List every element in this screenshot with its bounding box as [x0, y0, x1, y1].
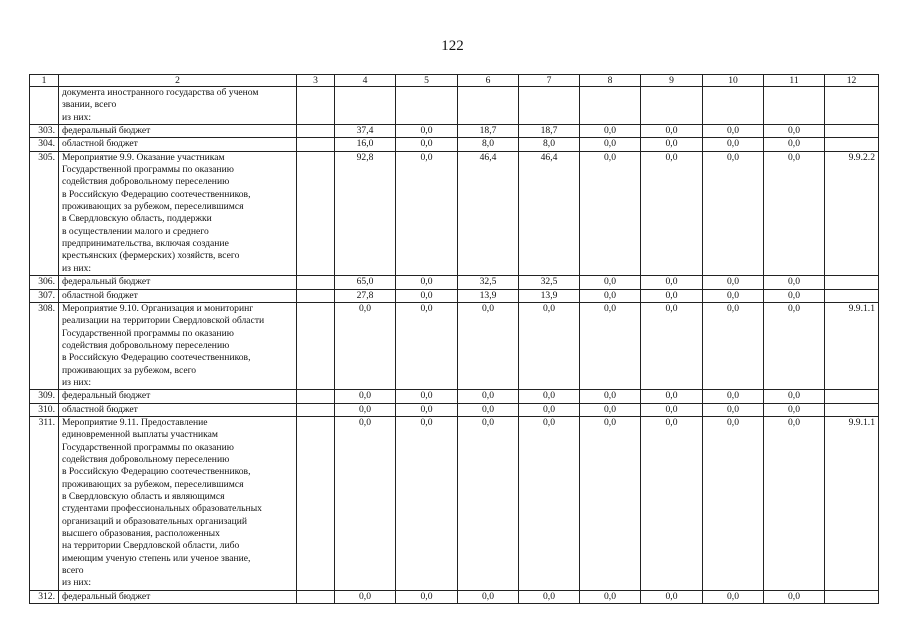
value-cell: 0,0 — [764, 390, 825, 403]
value-cell: 0,0 — [703, 302, 764, 389]
value-cell: 0,0 — [703, 403, 764, 416]
value-cell: 0,0 — [396, 403, 458, 416]
table-row — [30, 403, 879, 416]
column-3-cell — [297, 289, 335, 302]
value-cell: 18,7 — [519, 125, 580, 138]
value-cell: 13,9 — [519, 289, 580, 302]
target-code — [825, 289, 879, 302]
value-cell — [458, 87, 519, 125]
value-cell: 37,4 — [335, 125, 396, 138]
column-3-cell — [297, 151, 335, 275]
header-cell: 8 — [580, 75, 641, 87]
row-name — [59, 403, 297, 416]
row-name-line: в Российскую Федерацию соотечественников, — [62, 188, 251, 200]
row-number: 304. — [30, 138, 59, 151]
row-name-line: федеральный бюджет — [62, 390, 151, 402]
value-cell: 0,0 — [335, 390, 396, 403]
table-row — [30, 302, 879, 389]
row-name-line: в Российскую Федерацию соотечественников, — [62, 466, 251, 478]
row-name-line: единовременной выплаты участникам — [62, 429, 218, 441]
value-cell — [396, 87, 458, 125]
value-cell: 0,0 — [519, 590, 580, 603]
row-name-line: предпринимательства, включая создание — [62, 238, 229, 250]
row-name-line: Мероприятие 9.11. Предоставление — [62, 416, 208, 428]
value-cell: 0,0 — [519, 390, 580, 403]
value-cell: 0,0 — [641, 289, 703, 302]
row-name — [59, 390, 297, 403]
value-cell: 0,0 — [764, 302, 825, 389]
row-name-line: областной бюджет — [62, 289, 138, 301]
target-code: 9.9.2.2 — [825, 151, 879, 275]
value-cell: 0,0 — [335, 403, 396, 416]
value-cell: 0,0 — [396, 276, 458, 289]
table-row — [30, 276, 879, 289]
table-row — [30, 590, 879, 603]
value-cell: 0,0 — [519, 302, 580, 389]
value-cell: 0,0 — [580, 151, 641, 275]
row-name-line: содействия добровольному переселению — [62, 453, 230, 465]
row-name-line: Государственной программы по оказанию — [62, 441, 234, 453]
value-cell — [580, 87, 641, 125]
row-name — [59, 87, 297, 125]
row-name-line: имеющим ученую степень или ученое звание, — [62, 552, 251, 564]
row-name-line: областной бюджет — [62, 138, 138, 150]
row-name-line: Мероприятие 9.10. Организация и мониторинг — [62, 302, 254, 314]
row-name — [59, 125, 297, 138]
row-number: 307. — [30, 289, 59, 302]
target-code: 9.9.1.1 — [825, 416, 879, 590]
row-name-line: документа иностранного государства об ученом — [62, 87, 259, 98]
value-cell: 0,0 — [580, 276, 641, 289]
value-cell: 13,9 — [458, 289, 519, 302]
value-cell: 0,0 — [580, 390, 641, 403]
row-name-line: из них: — [62, 111, 92, 123]
value-cell: 0,0 — [458, 590, 519, 603]
row-name-line: в осуществлении малого и среднего — [62, 225, 209, 237]
row-name-line: областной бюджет — [62, 403, 138, 415]
value-cell: 0,0 — [641, 403, 703, 416]
header-cell: 12 — [825, 75, 879, 87]
row-name-line: крестьянских (фермерских) хозяйств, всего — [62, 250, 240, 262]
value-cell: 0,0 — [458, 416, 519, 590]
row-number: 303. — [30, 125, 59, 138]
table-row — [30, 125, 879, 138]
row-name-line: из них: — [62, 577, 92, 589]
row-name-line: в Российскую Федерацию соотечественников, — [62, 352, 251, 364]
row-name-line: на территории Свердловской области, либо — [62, 540, 240, 552]
value-cell: 0,0 — [764, 125, 825, 138]
value-cell: 0,0 — [519, 416, 580, 590]
row-number: 311. — [30, 416, 59, 590]
value-cell: 0,0 — [335, 416, 396, 590]
value-cell: 0,0 — [703, 138, 764, 151]
row-name-line: содействия добровольному переселению — [62, 176, 230, 188]
target-code — [825, 138, 879, 151]
value-cell: 0,0 — [703, 416, 764, 590]
column-3-cell — [297, 403, 335, 416]
value-cell: 8,0 — [458, 138, 519, 151]
value-cell: 0,0 — [703, 151, 764, 275]
value-cell: 0,0 — [580, 403, 641, 416]
value-cell: 0,0 — [396, 125, 458, 138]
header-cell: 3 — [297, 75, 335, 87]
value-cell: 0,0 — [764, 276, 825, 289]
header-cell: 7 — [519, 75, 580, 87]
row-name-line: из них: — [62, 262, 92, 274]
value-cell: 0,0 — [703, 125, 764, 138]
value-cell — [641, 87, 703, 125]
row-name-line: Государственной программы по оказанию — [62, 164, 234, 176]
value-cell: 0,0 — [458, 302, 519, 389]
column-3-cell — [297, 590, 335, 603]
value-cell — [764, 87, 825, 125]
row-name-line: из них: — [62, 376, 92, 388]
target-code — [825, 403, 879, 416]
value-cell: 65,0 — [335, 276, 396, 289]
target-code — [825, 125, 879, 138]
value-cell: 0,0 — [764, 138, 825, 151]
column-3-cell — [297, 390, 335, 403]
value-cell: 0,0 — [641, 590, 703, 603]
row-name-line: содействия добровольному переселению — [62, 339, 230, 351]
value-cell: 16,0 — [335, 138, 396, 151]
value-cell: 0,0 — [580, 138, 641, 151]
row-name-line: федеральный бюджет — [62, 276, 151, 288]
column-3-cell — [297, 276, 335, 289]
value-cell: 0,0 — [396, 302, 458, 389]
column-3-cell — [297, 138, 335, 151]
header-cell: 5 — [396, 75, 458, 87]
value-cell: 0,0 — [764, 416, 825, 590]
value-cell: 0,0 — [703, 276, 764, 289]
row-name-line: организаций и образовательных организаций — [62, 515, 248, 527]
value-cell: 0,0 — [335, 590, 396, 603]
table-body — [30, 75, 879, 604]
value-cell: 0,0 — [396, 151, 458, 275]
value-cell: 0,0 — [458, 390, 519, 403]
budget-table — [29, 74, 879, 604]
header-cell: 4 — [335, 75, 396, 87]
row-name-line: Государственной программы по оказанию — [62, 327, 234, 339]
row-name-line: студентами профессиональных образовательных — [62, 503, 262, 515]
value-cell: 0,0 — [703, 289, 764, 302]
value-cell — [703, 87, 764, 125]
value-cell: 0,0 — [580, 289, 641, 302]
value-cell: 0,0 — [641, 138, 703, 151]
row-name — [59, 590, 297, 603]
value-cell: 0,0 — [641, 151, 703, 275]
value-cell: 0,0 — [335, 302, 396, 389]
row-name-line: федеральный бюджет — [62, 590, 151, 602]
value-cell: 0,0 — [641, 416, 703, 590]
value-cell: 0,0 — [764, 590, 825, 603]
row-name-line: высшего образования, расположенных — [62, 528, 220, 540]
row-name-line: проживающих за рубежом, переселившимся — [62, 201, 244, 213]
column-3-cell — [297, 416, 335, 590]
value-cell: 18,7 — [458, 125, 519, 138]
value-cell: 0,0 — [396, 390, 458, 403]
value-cell: 0,0 — [703, 590, 764, 603]
table-row — [30, 138, 879, 151]
row-name-line: Мероприятие 9.9. Оказание участникам — [62, 151, 225, 163]
value-cell: 8,0 — [519, 138, 580, 151]
target-code — [825, 390, 879, 403]
value-cell: 32,5 — [519, 276, 580, 289]
value-cell: 46,4 — [519, 151, 580, 275]
value-cell: 0,0 — [641, 276, 703, 289]
table-row — [30, 390, 879, 403]
value-cell: 92,8 — [335, 151, 396, 275]
row-name — [59, 151, 297, 275]
table-row — [30, 289, 879, 302]
value-cell: 27,8 — [335, 289, 396, 302]
value-cell: 0,0 — [580, 416, 641, 590]
row-name-line: федеральный бюджет — [62, 125, 151, 137]
value-cell: 0,0 — [580, 590, 641, 603]
value-cell: 0,0 — [396, 289, 458, 302]
header-cell: 2 — [59, 75, 297, 87]
table-row — [30, 87, 879, 125]
row-name-line: в Свердловскую область и являющимся — [62, 491, 225, 502]
column-3-cell — [297, 125, 335, 138]
value-cell: 0,0 — [764, 289, 825, 302]
row-number: 310. — [30, 403, 59, 416]
row-name — [59, 276, 297, 289]
value-cell: 32,5 — [458, 276, 519, 289]
row-name-line: всего — [62, 565, 84, 577]
row-name — [59, 289, 297, 302]
value-cell: 0,0 — [764, 403, 825, 416]
value-cell — [335, 87, 396, 125]
page-number: 122 — [441, 38, 464, 54]
row-name-line: в Свердловскую область, поддержки — [62, 213, 212, 225]
value-cell: 0,0 — [641, 302, 703, 389]
value-cell: 0,0 — [396, 590, 458, 603]
value-cell: 0,0 — [396, 416, 458, 590]
value-cell: 0,0 — [641, 390, 703, 403]
row-name-line: звании, всего — [62, 99, 117, 111]
value-cell: 0,0 — [519, 403, 580, 416]
column-3-cell — [297, 302, 335, 389]
value-cell — [519, 87, 580, 125]
value-cell: 0,0 — [641, 125, 703, 138]
value-cell: 0,0 — [703, 390, 764, 403]
row-name — [59, 138, 297, 151]
target-code: 9.9.1.1 — [825, 302, 879, 389]
table-row — [30, 416, 879, 590]
row-name-line: проживающих за рубежом, всего — [62, 364, 197, 376]
target-code — [825, 590, 879, 603]
header-row — [30, 75, 879, 87]
column-3-cell — [297, 87, 335, 125]
value-cell: 0,0 — [580, 302, 641, 389]
row-name — [59, 416, 297, 590]
value-cell: 0,0 — [764, 151, 825, 275]
row-number: 306. — [30, 276, 59, 289]
value-cell: 0,0 — [458, 403, 519, 416]
target-code — [825, 276, 879, 289]
row-number: 309. — [30, 390, 59, 403]
value-cell: 0,0 — [580, 125, 641, 138]
row-number: 312. — [30, 590, 59, 603]
row-number: 308. — [30, 302, 59, 389]
table-row — [30, 151, 879, 275]
row-name-line: реализации на территории Свердловской области — [62, 315, 265, 327]
header-cell: 11 — [764, 75, 825, 87]
header-cell: 1 — [30, 75, 59, 87]
header-cell: 10 — [703, 75, 764, 87]
value-cell: 0,0 — [396, 138, 458, 151]
target-code — [825, 87, 879, 125]
row-number: 305. — [30, 151, 59, 275]
row-number — [30, 87, 59, 125]
row-name-line: проживающих за рубежом, переселившимся — [62, 478, 244, 490]
value-cell: 46,4 — [458, 151, 519, 275]
row-name — [59, 302, 297, 389]
header-cell: 6 — [458, 75, 519, 87]
header-cell: 9 — [641, 75, 703, 87]
